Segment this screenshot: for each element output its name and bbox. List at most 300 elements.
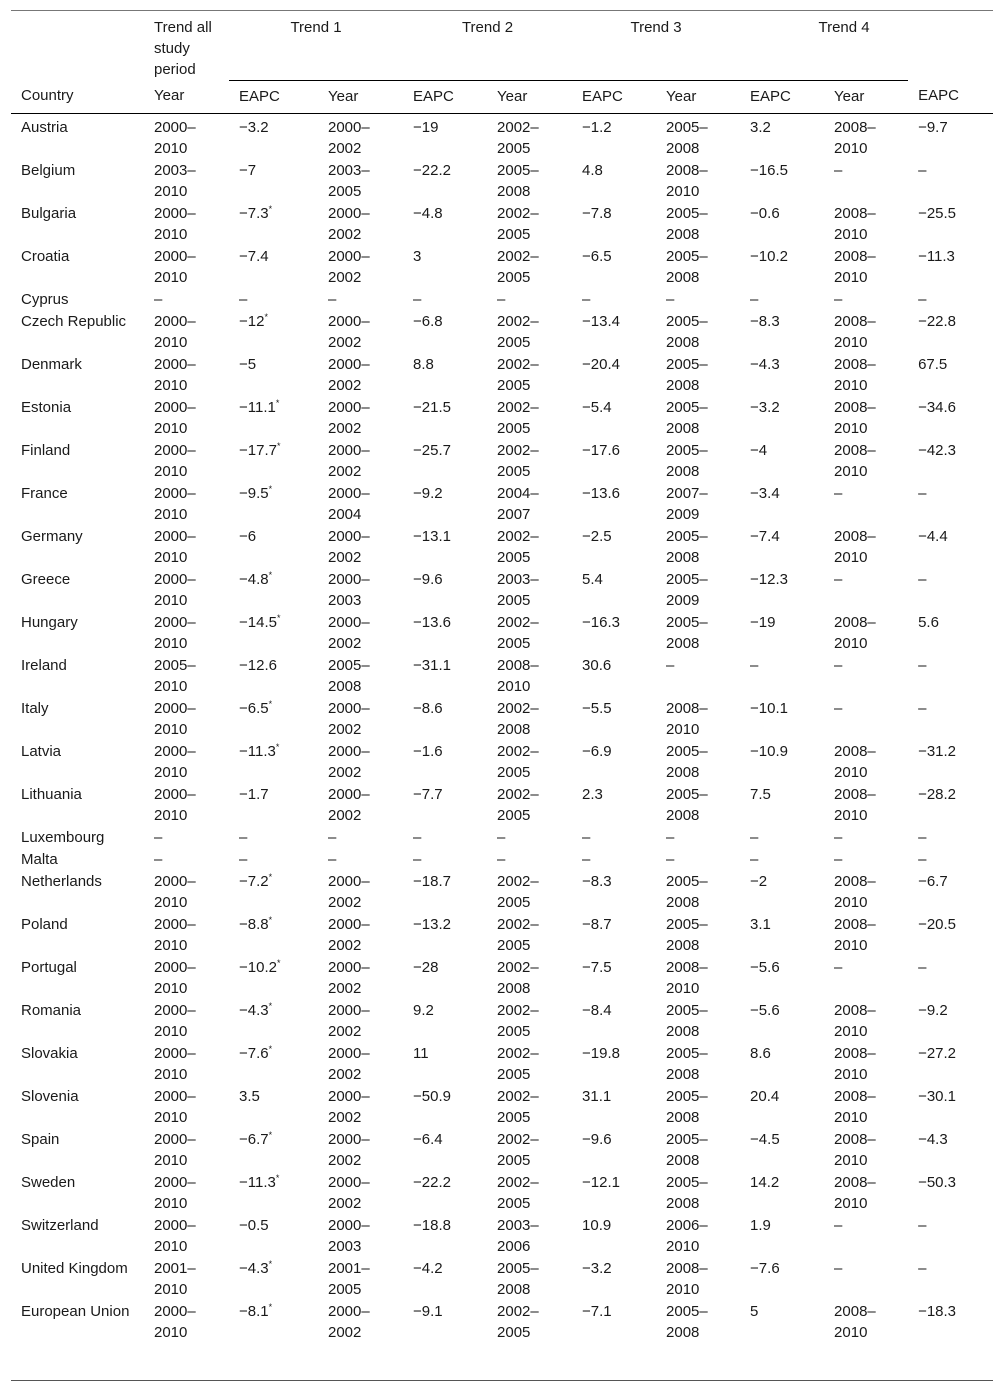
year-cell: 2002–2005	[497, 355, 539, 394]
year-cell: 2000–2002	[328, 1173, 370, 1212]
header-eapc-t3: EAPC	[740, 80, 824, 113]
header-trend-1: Trend 1	[229, 11, 403, 80]
eapc-cell: −16.3	[582, 613, 620, 631]
year-cell: –	[328, 850, 337, 868]
year-cell: 2000–2010	[154, 1087, 196, 1126]
eapc-cell: 3.2	[750, 118, 771, 136]
eapc-cell: −28	[413, 958, 439, 976]
eapc-cell: −7.3*	[239, 203, 273, 222]
country-cell: Latvia	[21, 742, 62, 760]
year-cell: –	[666, 828, 675, 846]
eapc-cell: –	[918, 484, 927, 502]
significance-marker: *	[264, 311, 268, 322]
eapc-cell: −2	[750, 872, 768, 890]
year-cell: –	[834, 570, 843, 588]
eapc-cell: −1.2	[582, 118, 612, 136]
eapc-cell: −4.8	[413, 204, 443, 222]
header-year-t1: Year	[318, 80, 403, 113]
eapc-cell: −17.6	[582, 441, 620, 459]
eapc-cell: −4.8*	[239, 569, 273, 588]
eapc-cell: –	[750, 656, 759, 674]
country-cell: Romania	[21, 1001, 82, 1019]
year-cell: 2007–2009	[666, 484, 708, 523]
eapc-cell: −5.6	[750, 1001, 780, 1019]
year-cell: –	[154, 828, 163, 846]
eapc-cell: −31.1	[413, 656, 451, 674]
year-cell: 2005–2008	[497, 161, 539, 200]
year-cell: 2008–2010	[834, 613, 876, 652]
year-cell: 2005–2008	[666, 1130, 708, 1169]
eapc-cell: −8.6	[413, 699, 443, 717]
eapc-cell: –	[582, 850, 591, 868]
year-cell: 2002–2005	[497, 872, 539, 911]
eapc-cell: −6.7*	[239, 1129, 273, 1148]
significance-marker: *	[276, 440, 281, 451]
eapc-cell: –	[918, 850, 927, 868]
year-cell: 2000–2010	[154, 1302, 196, 1341]
year-cell: 2008–2010	[834, 1001, 876, 1040]
year-cell: 2000–2010	[154, 204, 196, 243]
eapc-cell: –	[918, 699, 927, 717]
eapc-cell: −4.3*	[239, 1000, 273, 1019]
eapc-cell: −19	[413, 118, 439, 136]
eapc-cell: –	[918, 1216, 927, 1234]
eapc-cell: −8.3	[582, 872, 612, 890]
year-cell: 2005–2008	[666, 355, 708, 394]
header-year-all: Year	[144, 80, 229, 113]
eapc-cell: −25.5	[918, 204, 957, 222]
year-cell: 2008–2010	[834, 915, 876, 954]
year-cell: 2005–2008	[328, 656, 370, 695]
eapc-cell: −3.2	[750, 398, 780, 416]
eapc-cell: 1.9	[750, 1216, 771, 1234]
header-blank	[11, 11, 144, 80]
eapc-cell: −12.6	[239, 656, 277, 674]
eapc-cell: −6.9	[582, 742, 612, 760]
year-cell: 2002–2005	[497, 1130, 539, 1169]
year-cell: 2005–2008	[666, 1001, 708, 1040]
table-row	[11, 396, 993, 439]
year-cell: 2002–2005	[497, 1001, 539, 1040]
table-row	[11, 353, 993, 396]
year-cell: 2005–2008	[666, 527, 708, 566]
year-cell: 2008–2010	[834, 355, 876, 394]
year-cell: 2008–2010	[834, 1302, 876, 1341]
table-row	[11, 482, 993, 525]
year-cell: 2000–2002	[328, 398, 370, 437]
country-cell: Malta	[21, 850, 58, 868]
year-cell: 2000–2010	[154, 1001, 196, 1040]
year-cell: 2005–2008	[666, 872, 708, 911]
year-cell: 2000–2010	[154, 872, 196, 911]
significance-marker: *	[268, 569, 273, 580]
year-cell: 2005–2008	[666, 613, 708, 652]
year-cell: –	[154, 290, 163, 308]
significance-marker: *	[268, 698, 273, 709]
eapc-cell: −11.3*	[239, 1172, 280, 1191]
eapc-cell: –	[918, 828, 927, 846]
eapc-cell: −5.5	[582, 699, 612, 717]
eapc-cell: −19	[750, 613, 776, 631]
year-cell: 2000–2002	[328, 355, 370, 394]
country-cell: Hungary	[21, 613, 78, 631]
eapc-cell: −30.1	[918, 1087, 957, 1105]
eapc-cell: −50.3	[918, 1173, 957, 1191]
year-cell: 2002–2005	[497, 118, 539, 157]
eapc-cell: 5.6	[918, 613, 939, 631]
table-row	[11, 1042, 993, 1085]
eapc-cell: −2.5	[582, 527, 612, 545]
eapc-cell: −6.5	[582, 247, 612, 265]
year-cell: 2005–2008	[666, 915, 708, 954]
eapc-cell: −7	[239, 161, 257, 179]
year-cell: 2000–2002	[328, 1001, 370, 1040]
eapc-cell: –	[918, 161, 927, 179]
eapc-cell: −7.5	[582, 958, 612, 976]
year-cell: 2000–2004	[328, 484, 370, 523]
year-cell: 2005–2008	[666, 785, 708, 824]
eapc-cell: –	[413, 850, 422, 868]
eapc-cell: −1.6	[413, 742, 443, 760]
header-year-t4: Year	[824, 80, 908, 113]
year-cell: 2008–2010	[666, 1259, 708, 1298]
country-cell: United Kingdom	[21, 1259, 128, 1277]
significance-marker: *	[275, 397, 280, 408]
year-cell: 2000–2002	[328, 312, 370, 351]
eapc-cell: −0.6	[750, 204, 780, 222]
eapc-cell: 20.4	[750, 1087, 780, 1105]
eapc-cell: 10.9	[582, 1216, 612, 1234]
eapc-cell: 5.4	[582, 570, 603, 588]
table-row	[11, 783, 993, 826]
year-cell: 2002–2005	[497, 742, 539, 781]
year-cell: –	[834, 958, 843, 976]
year-cell: 2008–2010	[834, 1044, 876, 1083]
eapc-cell: −7.4	[750, 527, 780, 545]
eapc-cell: −6.5*	[239, 698, 273, 717]
table-row	[11, 525, 993, 568]
significance-marker: *	[276, 957, 281, 968]
year-cell: 2000–2002	[328, 958, 370, 997]
eapc-cell: 2.3	[582, 785, 603, 803]
eapc-cell: –	[750, 290, 759, 308]
eapc-cell: −10.2	[750, 247, 789, 265]
eapc-cell: 3.1	[750, 915, 771, 933]
country-cell: Spain	[21, 1130, 60, 1148]
year-cell: 2002–2008	[497, 699, 539, 738]
table-row	[11, 1257, 993, 1300]
significance-marker: *	[275, 1172, 280, 1183]
year-cell: –	[666, 850, 675, 868]
country-cell: Lithuania	[21, 785, 82, 803]
eapc-cell: –	[918, 570, 927, 588]
eapc-cell: −8.1*	[239, 1301, 273, 1320]
country-cell: Portugal	[21, 958, 77, 976]
eapc-cell: −19.8	[582, 1044, 620, 1062]
year-cell: 2002–2005	[497, 1044, 539, 1083]
country-cell: Austria	[21, 118, 68, 136]
eapc-cell: 8.6	[750, 1044, 771, 1062]
eapc-cell: −13.2	[413, 915, 451, 933]
year-cell: 2003–2005	[497, 570, 539, 609]
country-cell: Switzerland	[21, 1216, 99, 1234]
year-cell: 2000–2010	[154, 527, 196, 566]
eapc-cell: 30.6	[582, 656, 612, 674]
eapc-cell: −6.4	[413, 1130, 443, 1148]
year-cell: 2000–2002	[328, 1130, 370, 1169]
year-cell: 2002–2005	[497, 1302, 539, 1341]
header-eapc-all: EAPC	[229, 80, 318, 113]
year-cell: 2008–2010	[834, 527, 876, 566]
eapc-cell: −10.9	[750, 742, 789, 760]
eapc-cell: −6.7	[918, 872, 948, 890]
eapc-cell: −9.6	[582, 1130, 612, 1148]
year-cell: 2008–2010	[834, 398, 876, 437]
eapc-cell: −9.1	[413, 1302, 443, 1320]
country-cell: Estonia	[21, 398, 72, 416]
eapc-cell: –	[239, 290, 248, 308]
eapc-cell: −7.4	[239, 247, 269, 265]
significance-marker: *	[268, 871, 273, 882]
year-cell: 2000–2002	[328, 247, 370, 286]
year-cell: 2000–2002	[328, 1087, 370, 1126]
year-cell: 2000–2003	[328, 1216, 370, 1255]
year-cell: 2008–2010	[834, 785, 876, 824]
year-cell: 2008–2010	[834, 1087, 876, 1126]
eapc-cell: −12.1	[582, 1173, 620, 1191]
table-row	[11, 568, 993, 611]
eapc-cell: −6	[239, 527, 257, 545]
eapc-cell: 11	[413, 1044, 429, 1062]
year-cell: 2000–2010	[154, 398, 196, 437]
significance-marker: *	[268, 1129, 273, 1140]
year-cell: 2000–2002	[328, 118, 370, 157]
eapc-cell: −22.2	[413, 161, 451, 179]
header-year-t2: Year	[487, 80, 572, 113]
year-cell: 2000–2002	[328, 915, 370, 954]
eapc-cell: −13.6	[582, 484, 620, 502]
eapc-cell: –	[413, 290, 422, 308]
eapc-cell: 8.8	[413, 355, 434, 373]
eapc-cell: –	[750, 850, 759, 868]
eapc-cell: −5.6	[750, 958, 780, 976]
year-cell: 2000–2010	[154, 118, 196, 157]
eapc-cell: −13.6	[413, 613, 451, 631]
eapc-cell: −7.6	[750, 1259, 780, 1277]
table-row	[11, 288, 993, 310]
eapc-cell: −8.3	[750, 312, 780, 330]
significance-marker: *	[268, 914, 273, 925]
header-eapc-t2: EAPC	[572, 80, 656, 113]
year-cell: 2000–2002	[328, 785, 370, 824]
eapc-cell: −7.2*	[239, 871, 273, 890]
country-cell: Greece	[21, 570, 71, 588]
eapc-cell: −3.4	[750, 484, 780, 502]
eapc-cell: −18.7	[413, 872, 451, 890]
header-trend-4: Trend 4	[740, 11, 908, 80]
eapc-cell: −4.3	[918, 1130, 948, 1148]
eapc-cell: −4.2	[413, 1259, 443, 1277]
year-cell: 2005–2008	[666, 398, 708, 437]
year-cell: 2000–2010	[154, 570, 196, 609]
table-row	[11, 113, 993, 159]
year-cell: 2005–2008	[666, 1173, 708, 1212]
year-cell: 2002–2005	[497, 1087, 539, 1126]
eapc-cell: −31.2	[918, 742, 957, 760]
eapc-cell: −9.6	[413, 570, 443, 588]
eapc-cell: −20.5	[918, 915, 957, 933]
year-cell: 2005–2008	[666, 1087, 708, 1126]
eapc-cell: −4.3*	[239, 1258, 273, 1277]
year-cell: 2002–2005	[497, 613, 539, 652]
eapc-cell: 67.5	[918, 355, 948, 373]
eapc-cell: −4.5	[750, 1130, 780, 1148]
significance-marker: *	[268, 1258, 273, 1269]
eapc-cell: 7.5	[750, 785, 771, 803]
year-cell: 2008–2010	[834, 742, 876, 781]
year-cell: 2001–2010	[154, 1259, 196, 1298]
year-cell: 2000–2010	[154, 742, 196, 781]
country-cell: Czech Republic	[21, 312, 127, 330]
year-cell: 2000–2010	[154, 915, 196, 954]
year-cell: –	[834, 161, 843, 179]
table-row	[11, 439, 993, 482]
eapc-cell: 3.5	[239, 1087, 260, 1105]
eapc-cell: −7.1	[582, 1302, 612, 1320]
eapc-cell: −17.7*	[239, 440, 281, 459]
eapc-cell: −50.9	[413, 1087, 451, 1105]
eapc-cell: −4	[750, 441, 768, 459]
year-cell: 2000–2010	[154, 699, 196, 738]
eapc-cell: −3.2	[239, 118, 269, 136]
eapc-cell: −1.7	[239, 785, 269, 803]
year-cell: 2000–2010	[154, 785, 196, 824]
country-cell: Croatia	[21, 247, 70, 265]
table-row	[11, 1085, 993, 1128]
table-row	[11, 848, 993, 870]
eapc-cell: −11.3	[918, 247, 955, 265]
eapc-cell: −6.8	[413, 312, 443, 330]
year-cell: 2002–2005	[497, 204, 539, 243]
table-row	[11, 654, 993, 697]
country-cell: Slovakia	[21, 1044, 78, 1062]
year-cell: 2002–2005	[497, 527, 539, 566]
country-cell: Sweden	[21, 1173, 76, 1191]
year-cell: 2002–2005	[497, 247, 539, 286]
table-bottom-rule	[11, 1380, 993, 1381]
year-cell: –	[154, 850, 163, 868]
eapc-cell: –	[413, 828, 422, 846]
header-trend-all: Trend all study period	[154, 19, 212, 78]
year-cell: 2000–2002	[328, 872, 370, 911]
year-cell: –	[497, 828, 506, 846]
year-cell: –	[328, 290, 337, 308]
header-eapc-t4: EAPC	[908, 80, 993, 113]
header-eapc-t1: EAPC	[403, 80, 487, 113]
year-cell: 2000–2003	[328, 570, 370, 609]
eapc-cell: −27.2	[918, 1044, 957, 1062]
year-cell: 2005–2008	[666, 247, 708, 286]
eapc-cell: −4.3	[750, 355, 780, 373]
year-cell: 2005–2008	[666, 1044, 708, 1083]
year-cell: 2005–2008	[497, 1259, 539, 1298]
eapc-cell: −12.3	[750, 570, 789, 588]
country-cell: Netherlands	[21, 872, 102, 890]
year-cell: 2002–2005	[497, 441, 539, 480]
year-cell: 2008–2010	[834, 1173, 876, 1212]
year-cell: 2002–2005	[497, 915, 539, 954]
eapc-cell: −4.4	[918, 527, 948, 545]
year-cell: 2000–2010	[154, 1130, 196, 1169]
year-cell: 2000–2010	[154, 1216, 196, 1255]
table-row	[11, 1300, 993, 1347]
year-cell: 2008–2010	[834, 872, 876, 911]
year-cell: –	[328, 828, 337, 846]
table-row	[11, 826, 993, 848]
country-cell: Italy	[21, 699, 49, 717]
eapc-cell: −9.7	[918, 118, 948, 136]
eapc-cell: −16.5	[750, 161, 789, 179]
eapc-cell: −7.8	[582, 204, 612, 222]
significance-marker: *	[268, 483, 273, 494]
year-cell: –	[834, 290, 843, 308]
year-cell: –	[666, 656, 675, 674]
year-cell: 2003–2010	[154, 161, 196, 200]
eapc-cell: −11.3*	[239, 741, 280, 760]
year-cell: 2000–2002	[328, 1302, 370, 1341]
table-header	[11, 11, 993, 113]
year-cell: 2000–2010	[154, 247, 196, 286]
eapc-cell: −18.8	[413, 1216, 451, 1234]
header-trend-2: Trend 2	[403, 11, 572, 80]
year-cell: 2003–2005	[328, 161, 370, 200]
year-cell: 2008–2010	[497, 656, 539, 695]
year-cell: –	[834, 850, 843, 868]
eapc-cell: −9.2	[918, 1001, 948, 1019]
eapc-trend-table	[11, 11, 993, 1347]
year-cell: 2000–2002	[328, 1044, 370, 1083]
country-cell: European Union	[21, 1302, 130, 1320]
country-cell: Finland	[21, 441, 71, 459]
year-cell: 2002–2005	[497, 312, 539, 351]
country-cell: Denmark	[21, 355, 82, 373]
year-cell: 2008–2010	[834, 204, 876, 243]
eapc-cell: –	[239, 828, 248, 846]
table-body	[11, 113, 993, 1347]
eapc-cell: −13.1	[413, 527, 451, 545]
eapc-cell: –	[239, 850, 248, 868]
header-trend-3: Trend 3	[572, 11, 740, 80]
year-cell: 2005–2008	[666, 742, 708, 781]
year-cell: 2002–2005	[497, 398, 539, 437]
eapc-cell: −8.4	[582, 1001, 612, 1019]
table-row	[11, 740, 993, 783]
eapc-cell: −5.4	[582, 398, 612, 416]
year-cell: 2005–2008	[666, 118, 708, 157]
eapc-cell: 3	[413, 247, 422, 265]
year-cell: 2002–2005	[497, 785, 539, 824]
year-cell: 2000–2010	[154, 484, 196, 523]
eapc-cell: –	[582, 828, 591, 846]
table-row	[11, 913, 993, 956]
year-cell: 2008–2010	[834, 1130, 876, 1169]
significance-marker: *	[275, 741, 280, 752]
table-row	[11, 202, 993, 245]
year-cell: –	[834, 656, 843, 674]
year-cell: –	[497, 290, 506, 308]
year-cell: 2006–2010	[666, 1216, 708, 1255]
header-country: Country	[11, 80, 144, 113]
